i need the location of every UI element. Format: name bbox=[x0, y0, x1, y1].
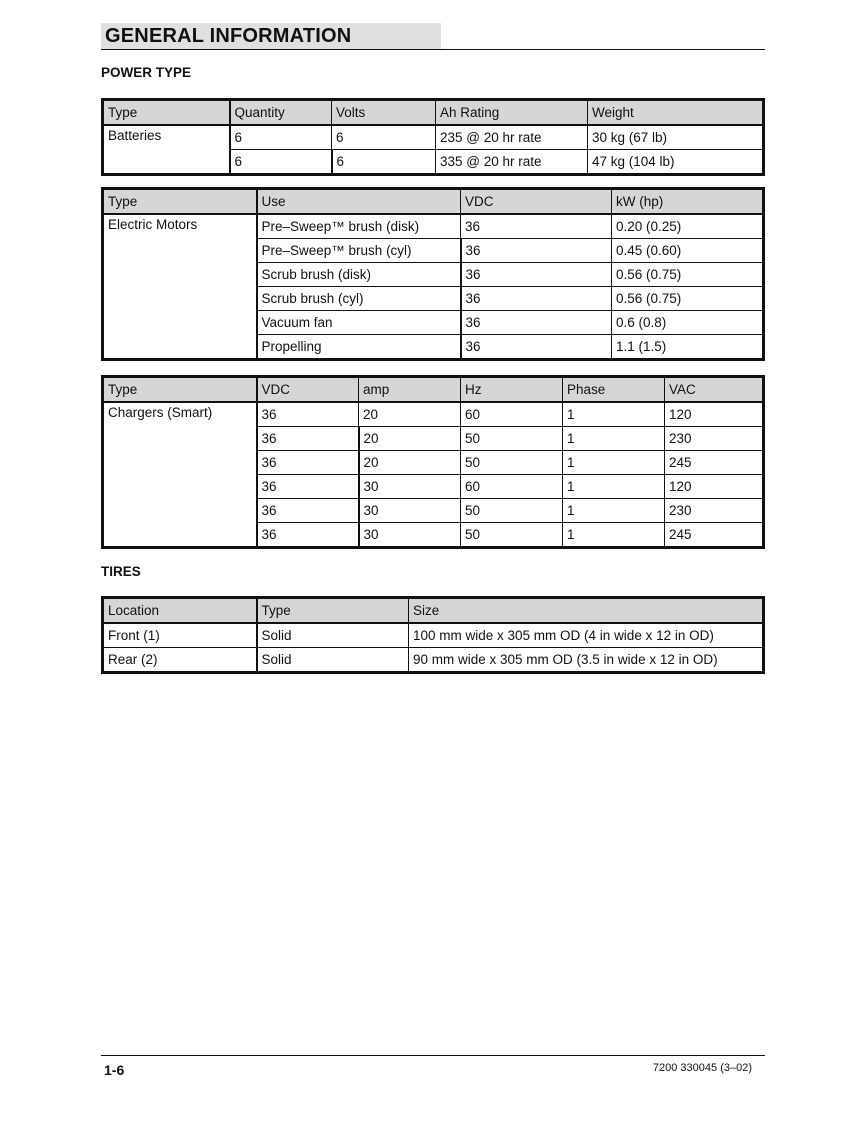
table-cell: 6 bbox=[230, 125, 332, 150]
table-cell: 50 bbox=[461, 427, 563, 451]
type-cell: Batteries bbox=[103, 125, 230, 175]
column-header: Location bbox=[103, 598, 257, 624]
batteries-table bbox=[101, 98, 765, 176]
column-header: Hz bbox=[461, 377, 563, 403]
table-row bbox=[103, 214, 764, 239]
table-cell: Rear (2) bbox=[103, 648, 257, 673]
table-cell: 0.56 (0.75) bbox=[612, 263, 764, 287]
table-cell: 1 bbox=[563, 475, 665, 499]
table-header-row bbox=[103, 377, 764, 403]
table-cell: 36 bbox=[257, 475, 359, 499]
column-header: Type bbox=[103, 377, 257, 403]
table-cell: 36 bbox=[257, 523, 359, 548]
table-cell: 245 bbox=[665, 451, 764, 475]
column-header: VAC bbox=[665, 377, 764, 403]
table-cell: 235 @ 20 hr rate bbox=[436, 125, 588, 150]
table-cell: 120 bbox=[665, 402, 764, 427]
table-row bbox=[103, 125, 764, 150]
table-cell: Vacuum fan bbox=[257, 311, 461, 335]
column-header: Quantity bbox=[230, 100, 332, 126]
table-cell: 0.6 (0.8) bbox=[612, 311, 764, 335]
table-cell: 36 bbox=[257, 402, 359, 427]
table-cell: 1 bbox=[563, 499, 665, 523]
table-cell: 6 bbox=[230, 150, 332, 175]
section-title-tires: TIRES bbox=[101, 564, 141, 579]
table-cell: 36 bbox=[461, 239, 612, 263]
motors-table bbox=[101, 187, 765, 361]
tires-table bbox=[101, 596, 765, 674]
table-cell: 0.20 (0.25) bbox=[612, 214, 764, 239]
type-cell: Chargers (Smart) bbox=[103, 402, 257, 548]
table-row bbox=[103, 402, 764, 427]
table-cell: 36 bbox=[257, 499, 359, 523]
table-cell: 245 bbox=[665, 523, 764, 548]
table-cell: 50 bbox=[461, 499, 563, 523]
column-header: VDC bbox=[257, 377, 359, 403]
column-header: Volts bbox=[332, 100, 436, 126]
table-cell: 1.1 (1.5) bbox=[612, 335, 764, 360]
table-header-row bbox=[103, 100, 764, 126]
table-cell: 47 kg (104 lb) bbox=[588, 150, 764, 175]
column-header: Type bbox=[103, 189, 257, 215]
table-cell: 20 bbox=[359, 451, 461, 475]
table-cell: 90 mm wide x 305 mm OD (3.5 in wide x 12 in OD) bbox=[409, 648, 764, 673]
table-cell: 230 bbox=[665, 427, 764, 451]
table-cell: 36 bbox=[461, 287, 612, 311]
table-cell: 335 @ 20 hr rate bbox=[436, 150, 588, 175]
table-cell: 0.56 (0.75) bbox=[612, 287, 764, 311]
table-cell: 20 bbox=[359, 402, 461, 427]
table-cell: 36 bbox=[257, 451, 359, 475]
table-cell: 50 bbox=[461, 451, 563, 475]
table-cell: 36 bbox=[461, 311, 612, 335]
column-header: VDC bbox=[461, 189, 612, 215]
chargers-table bbox=[101, 375, 765, 549]
table-cell: 50 bbox=[461, 523, 563, 548]
table-cell: 30 bbox=[359, 523, 461, 548]
column-header: Ah Rating bbox=[436, 100, 588, 126]
table-header-row bbox=[103, 189, 764, 215]
table-cell: 1 bbox=[563, 523, 665, 548]
table-cell: 230 bbox=[665, 499, 764, 523]
type-cell: Electric Motors bbox=[103, 214, 257, 360]
column-header: amp bbox=[359, 377, 461, 403]
table-cell: 30 bbox=[359, 475, 461, 499]
column-header: Use bbox=[257, 189, 461, 215]
column-header: kW (hp) bbox=[612, 189, 764, 215]
footer-divider bbox=[101, 1055, 765, 1056]
table-cell: 30 kg (67 lb) bbox=[588, 125, 764, 150]
column-header: Size bbox=[409, 598, 764, 624]
table-cell: 36 bbox=[461, 214, 612, 239]
column-header: Weight bbox=[588, 100, 764, 126]
table-cell: 1 bbox=[563, 402, 665, 427]
table-cell: Scrub brush (disk) bbox=[257, 263, 461, 287]
table-row bbox=[103, 623, 764, 648]
table-cell: 1 bbox=[563, 451, 665, 475]
table-cell: 6 bbox=[332, 150, 436, 175]
page-number: 1-6 bbox=[104, 1062, 125, 1078]
table-cell: 20 bbox=[359, 427, 461, 451]
table-cell: Solid bbox=[257, 648, 409, 673]
table-cell: Scrub brush (cyl) bbox=[257, 287, 461, 311]
header-divider bbox=[101, 49, 765, 50]
document-code: 7200 330045 (3–02) bbox=[652, 1062, 752, 1074]
table-cell: 30 bbox=[359, 499, 461, 523]
table-cell: 1 bbox=[563, 427, 665, 451]
table-cell: 60 bbox=[461, 475, 563, 499]
table-cell: 6 bbox=[332, 125, 436, 150]
table-cell: Propelling bbox=[257, 335, 461, 360]
table-header-row bbox=[103, 598, 764, 624]
column-header: Phase bbox=[563, 377, 665, 403]
table-cell: 36 bbox=[461, 335, 612, 360]
table-cell: 0.45 (0.60) bbox=[612, 239, 764, 263]
section-title-power-type: POWER TYPE bbox=[101, 65, 192, 80]
column-header: Type bbox=[103, 100, 230, 126]
page-title: GENERAL INFORMATION bbox=[105, 25, 352, 47]
table-cell: 60 bbox=[461, 402, 563, 427]
table-row bbox=[103, 648, 764, 673]
table-cell: Pre–Sweep™ brush (cyl) bbox=[257, 239, 461, 263]
table-cell: 36 bbox=[257, 427, 359, 451]
table-cell: 100 mm wide x 305 mm OD (4 in wide x 12 in OD) bbox=[409, 623, 764, 648]
table-cell: Solid bbox=[257, 623, 409, 648]
table-cell: 120 bbox=[665, 475, 764, 499]
table-cell: 36 bbox=[461, 263, 612, 287]
table-cell: Front (1) bbox=[103, 623, 257, 648]
table-cell: Pre–Sweep™ brush (disk) bbox=[257, 214, 461, 239]
column-header: Type bbox=[257, 598, 409, 624]
